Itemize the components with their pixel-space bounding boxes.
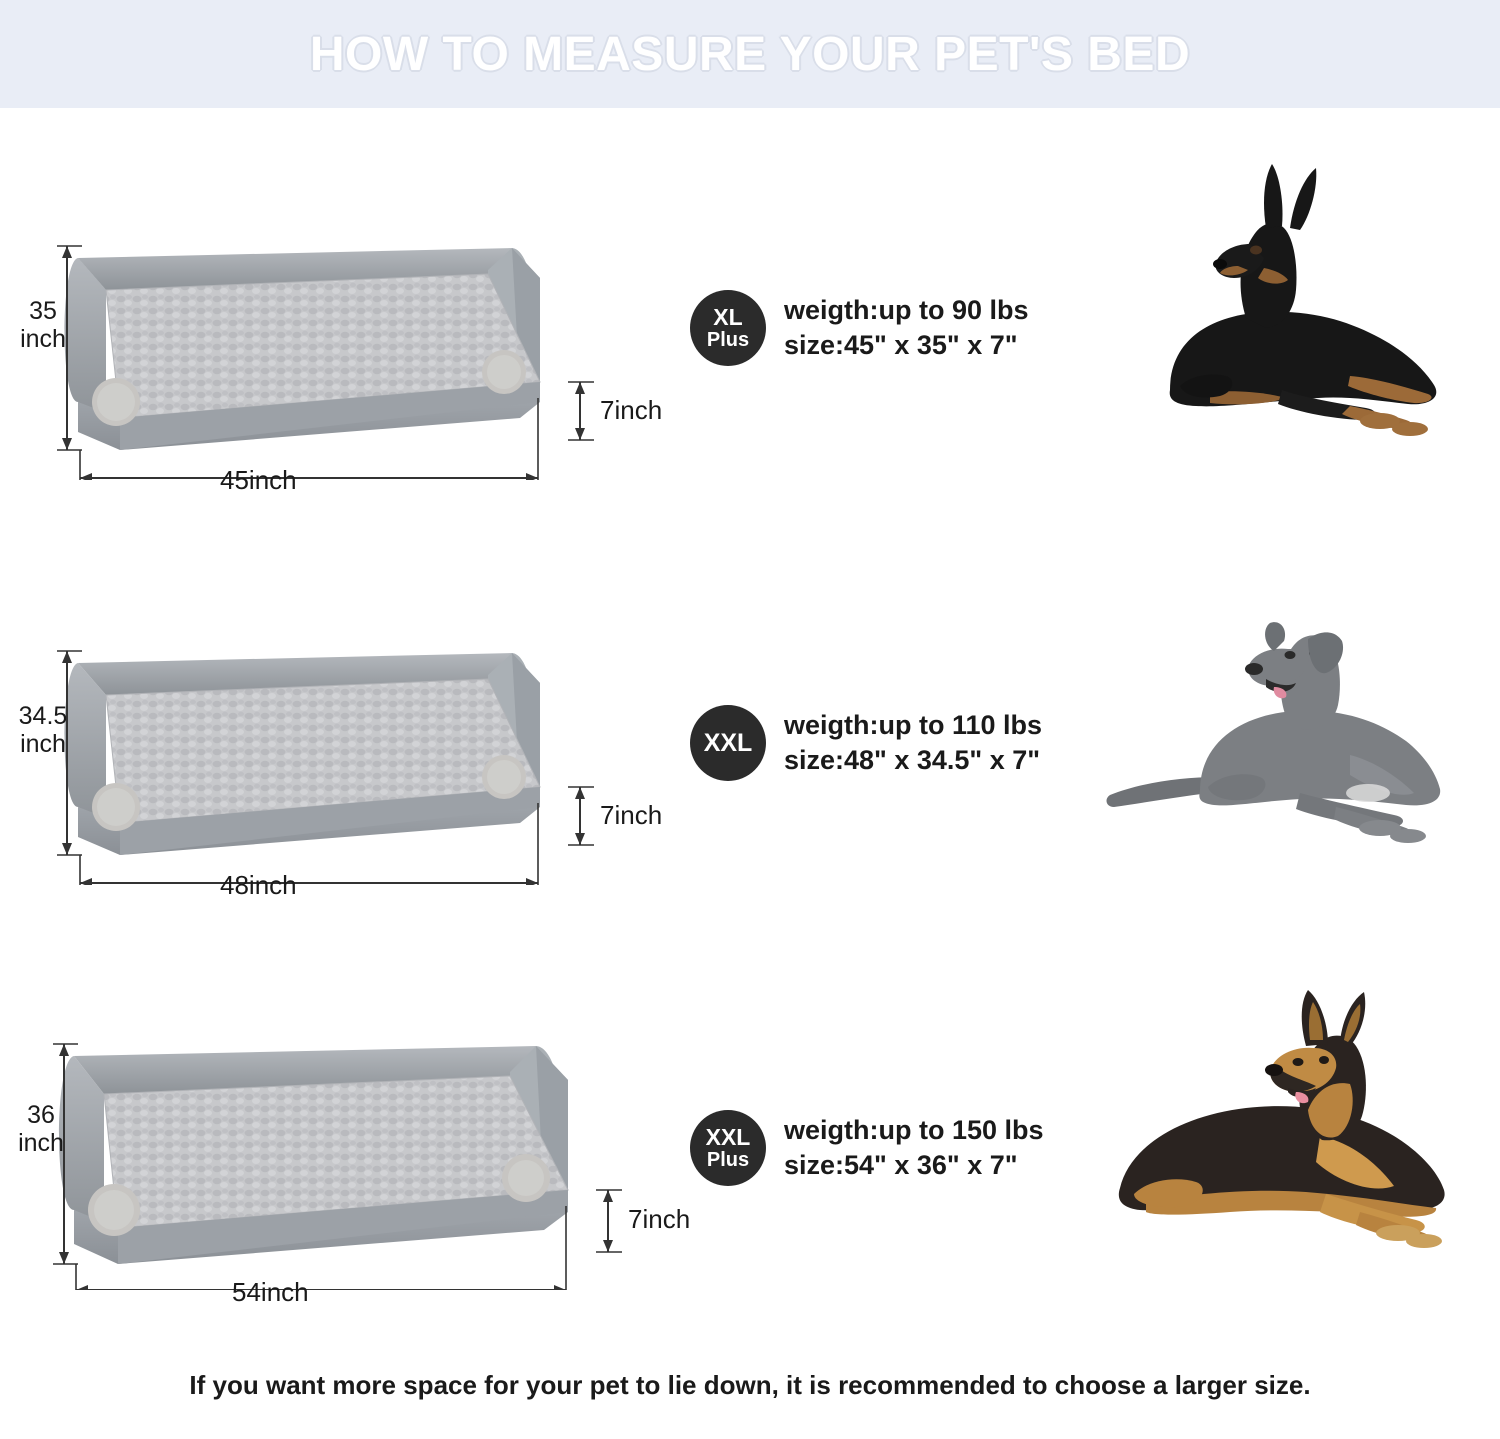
badge-line1: XXL: [703, 728, 753, 757]
size-row: [0, 950, 1500, 1307]
spec-text: [784, 293, 1029, 362]
size-text: size:48" x 34.5" x 7": [784, 745, 1041, 775]
weight-text: weigth:up to 110 lbs: [784, 710, 1043, 741]
page-title: HOW TO MEASURE YOUR PET'S BED: [309, 27, 1191, 81]
size-badge: [690, 1110, 766, 1186]
depth-label-line1: 35: [29, 297, 57, 325]
spec-text: [784, 1113, 1044, 1182]
width-label: 45inch: [220, 465, 297, 495]
header-band: [0, 0, 1500, 108]
size-row: [0, 140, 1500, 495]
bed-diagram: [18, 555, 680, 900]
weight-text: weigth:up to 90 lbs: [784, 295, 1029, 326]
doberman-photo: [1050, 140, 1470, 470]
bed-diagram: [18, 960, 691, 1307]
weight-text: weigth:up to 150 lbs: [784, 1115, 1044, 1146]
footer-note: If you want more space for your pet to lie down, it is recommended to choose a larger size.: [189, 1370, 1311, 1400]
spec-text: [784, 708, 1042, 777]
height-label: 7inch: [628, 1204, 691, 1234]
width-label: 48inch: [220, 870, 297, 900]
badge-line1: XXL: [705, 1124, 751, 1151]
great-dane-photo: [1050, 545, 1470, 875]
size-text: size:54" x 36" x 7": [784, 1150, 1018, 1180]
german-shepherd-photo: [1050, 950, 1470, 1280]
size-row: [0, 545, 1500, 900]
height-label: 7inch: [600, 800, 663, 830]
width-label: 54inch: [232, 1277, 309, 1307]
size-badge: [690, 290, 766, 366]
bed-diagram: [20, 150, 680, 495]
badge-line1: XL: [713, 304, 743, 331]
badge-line2: Plus: [706, 1148, 750, 1171]
size-text: size:45" x 35" x 7": [784, 330, 1018, 360]
depth-label-line2: inch: [20, 324, 66, 353]
depth-label-line1: 36: [27, 1101, 55, 1129]
height-label: 7inch: [600, 395, 663, 425]
depth-label-line1: 34.5: [18, 702, 68, 730]
depth-label-line2: inch: [20, 729, 66, 758]
size-badge: [690, 705, 766, 781]
badge-line2: Plus: [706, 328, 750, 351]
depth-label-line2: inch: [18, 1128, 64, 1157]
